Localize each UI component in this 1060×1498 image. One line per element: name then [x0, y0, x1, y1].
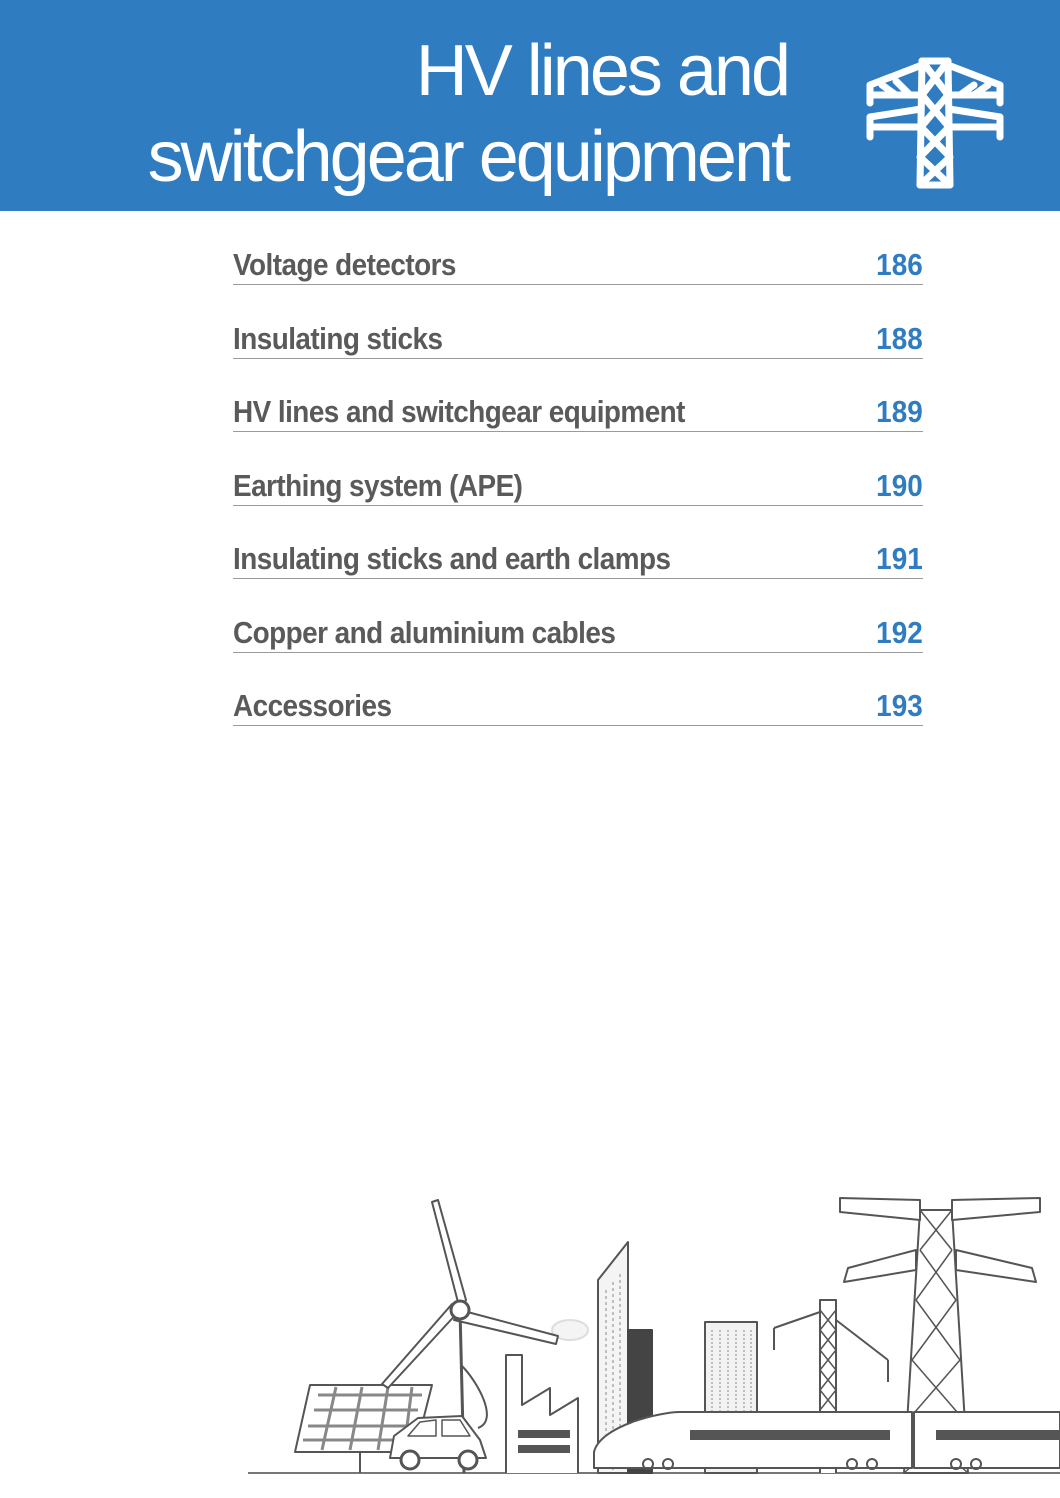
toc-entry-label: HV lines and switchgear equipment: [233, 394, 685, 429]
toc-entry-page-number: 189: [876, 394, 923, 429]
table-of-contents: [233, 244, 923, 759]
toc-entry-voltage-detectors[interactable]: [233, 244, 923, 285]
energy-city-illustration: [240, 1190, 1060, 1480]
toc-entry-insulating-sticks[interactable]: [233, 318, 923, 359]
toc-entry-earthing-system[interactable]: [233, 465, 923, 506]
toc-entry-label: Insulating sticks and earth clamps: [233, 541, 671, 576]
toc-entry-label: Copper and aluminium cables: [233, 614, 616, 650]
toc-entry-label: Earthing system (APE): [233, 467, 523, 503]
toc-entry-page-number: 191: [876, 541, 923, 576]
toc-entry-page-number: 190: [876, 467, 923, 503]
header-banner: [0, 0, 1060, 211]
toc-entry-label: Insulating sticks: [233, 320, 443, 356]
page-title: [148, 28, 788, 200]
toc-entry-page-number: 192: [876, 614, 923, 650]
pylon-icon: [862, 55, 1008, 189]
high-speed-train-icon: [594, 1412, 1060, 1469]
toc-entry-page-number: 188: [876, 320, 923, 356]
toc-entry-label: Voltage detectors: [233, 247, 456, 282]
toc-entry-accessories[interactable]: [233, 685, 923, 726]
title-line-1: HV lines and: [415, 31, 788, 111]
toc-entry-page-number: 186: [876, 247, 923, 282]
toc-entry-page-number: 193: [876, 688, 923, 723]
title-line-2: switchgear equipment: [147, 117, 788, 197]
toc-entry-hv-lines-switchgear[interactable]: [233, 391, 923, 432]
toc-entry-sticks-earth-clamps[interactable]: [233, 538, 923, 579]
toc-entry-copper-aluminium-cables[interactable]: [233, 612, 923, 653]
toc-entry-label: Accessories: [233, 688, 392, 723]
factory-icon: [506, 1355, 578, 1473]
